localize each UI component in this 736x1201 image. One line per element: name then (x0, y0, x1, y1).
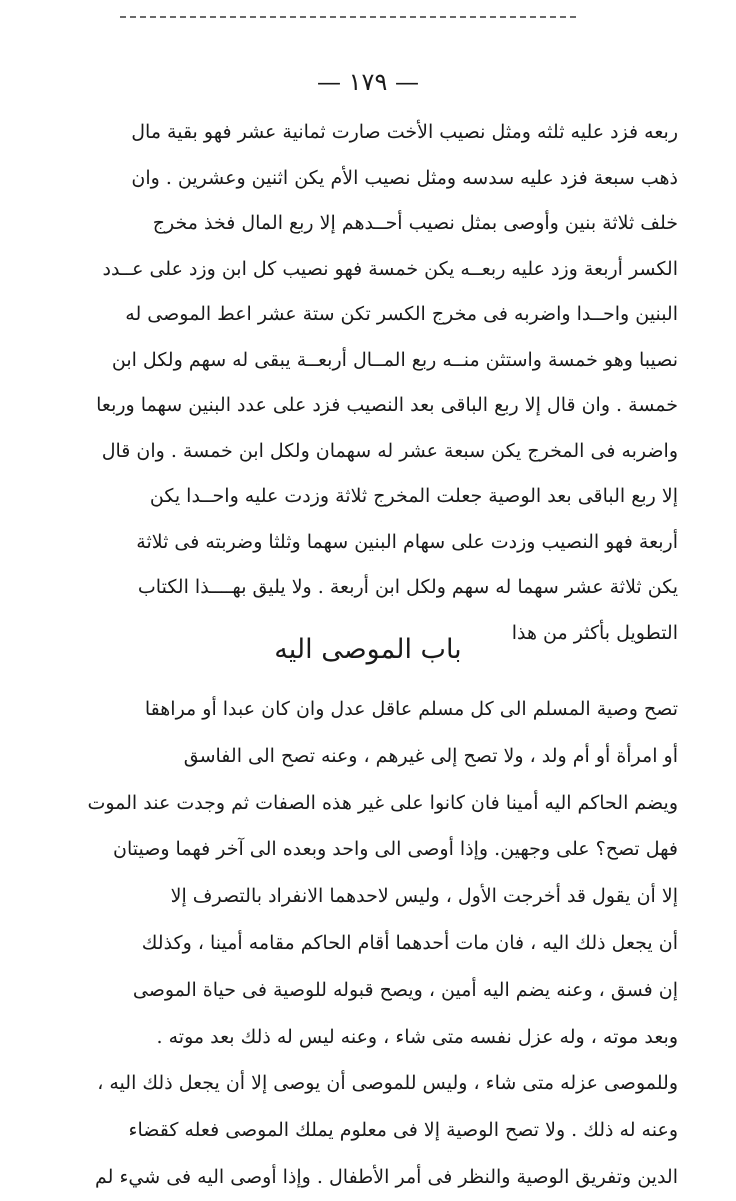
top-divider-line (120, 16, 576, 18)
text-line: إلا أن يقول قد أخرجت الأول ، وليس لاحدهما الانفراد بالتصرف إلا (170, 885, 678, 908)
text-line: تصح وصية المسلم الى كل مسلم عاقل عدل وان كان عبدا أو مراهقا (144, 698, 678, 720)
text-line: أن يجعل ذلك اليه ، فان مات أحدهما أقام الحاكم مقامه أمينا ، وكذلك (141, 931, 678, 954)
text-line: أربعة فهو النصيب وزدت على سهام البنين سهما وثلثا وضربته فى ثلاثة (136, 530, 678, 553)
text-line: واضربه فى المخرج يكن سبعة عشر له سهمان ولكل ابن خمسة . وان قال (101, 439, 678, 462)
text-line: ذهب سبعة فزد عليه سدسه ومثل نصيب الأم يكن اثنين وعشرين . وان (131, 166, 678, 189)
paragraph-inheritance-calculation (58, 110, 678, 656)
text-line: فهل تصح؟ على وجهين. وإذا أوصى الى واحد وبعده الى آخر فهما وصيتان (113, 838, 678, 861)
text-line: البنين واحــدا واضربه فى مخرج الكسر تكن ستة عشر اعط الموصى له (125, 303, 678, 325)
text-line: ويضم الحاكم اليه أمينا فان كانوا على غير هذه الصفات ثم وجدت عند الموت (87, 791, 678, 814)
text-line: نصيبا وهو خمسة واستثن منــه ربع المــال أربعــة يبقى له سهم ولكل ابن (111, 348, 678, 371)
text-line: وللموصى عزله متى شاء ، وليس للموصى أن يوصى إلا أن يجعل ذلك اليه ، (97, 1072, 678, 1095)
paragraph-executor-rules (58, 686, 678, 1201)
text-line: وبعد موته ، وله عزل نفسه متى شاء ، وعنه ليس له ذلك بعد موته . (156, 1025, 678, 1048)
text-line: ربعه فزد عليه ثلثه ومثل نصيب الأخت صارت ثمانية عشر فهو بقية مال (131, 121, 678, 143)
text-line: وعنه له ذلك . ولا تصح الوصية إلا فى معلوم يملك الموصى فعله كقضاء (128, 1119, 678, 1142)
text-line: خلف ثلاثة بنين وأوصى بمثل نصيب أحــدهم إلا ربع المال فخذ مخرج (152, 212, 678, 234)
text-line: أو امرأة أو أم ولد ، ولا تصح إلى غيرهم ، وعنه تصح الى الفاسق (183, 744, 678, 767)
text-line: إن فسق ، وعنه يضم اليه أمين ، ويصح قبوله للوصية فى حياة الموصى (132, 978, 678, 1001)
text-line: إلا ربع الباقى بعد الوصية جعلت المخرج ثلاثة وزدت عليه واحــدا يكن (149, 485, 678, 507)
text-line: يكن ثلاثة عشر سهما له سهم ولكل ابن أربعة . ولا يليق بهــــذا الكتاب (137, 576, 678, 598)
text-line: التطويل بأكثر من هذا (511, 621, 678, 644)
section-heading: باب الموصى اليه (274, 634, 462, 665)
text-line: خمسة . وان قال إلا ربع الباقى بعد النصيب فزد على عدد البنين سهما وربعا (96, 394, 678, 416)
text-line: الدين وتفريق الوصية والنظر فى أمر الأطفال . وإذا أوصى اليه فى شيء لم (95, 1165, 678, 1188)
text-line: الكسر أربعة وزد عليه ربعــه يكن خمسة فهو نصيب كل ابن وزد على عــدد (102, 257, 678, 280)
page-number: — ١٧٩ — (317, 68, 419, 96)
